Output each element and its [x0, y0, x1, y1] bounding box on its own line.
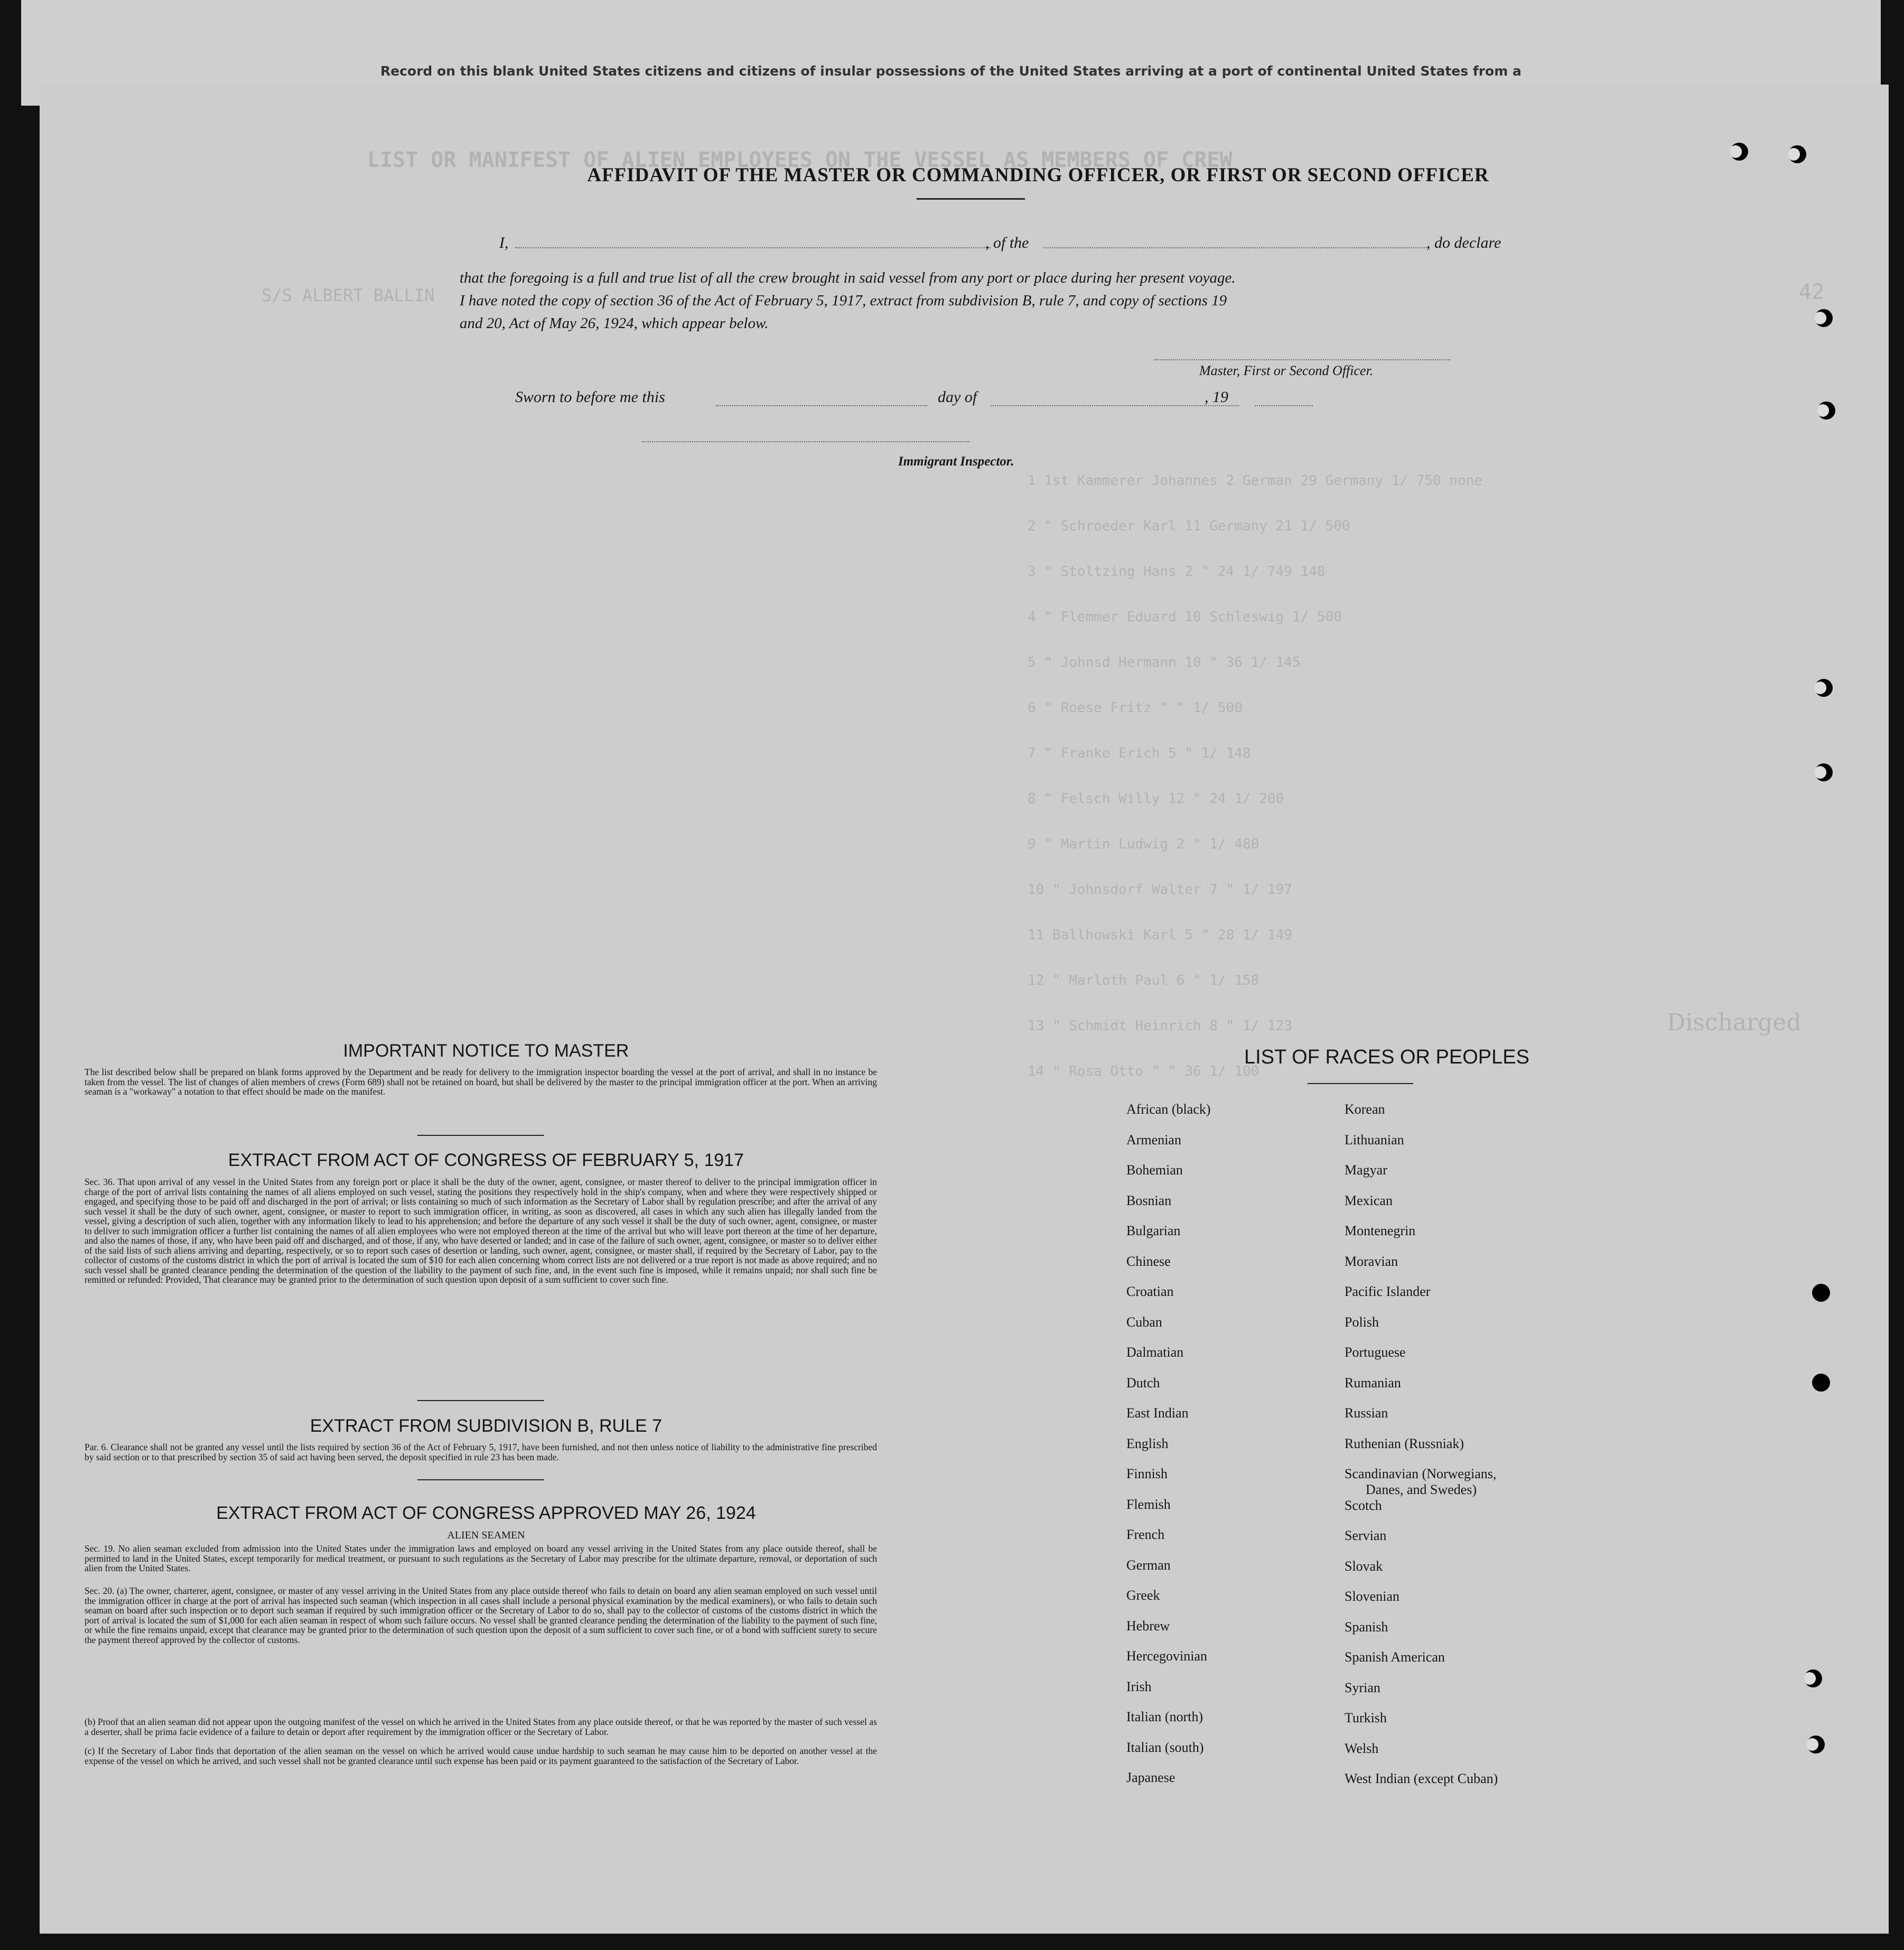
race-item: African (black): [1126, 1102, 1211, 1117]
race-item: Japanese: [1126, 1770, 1175, 1785]
punch-hole: [1815, 679, 1833, 697]
race-item: Scotch: [1345, 1497, 1382, 1513]
name-blank: [515, 247, 991, 248]
race-item: Hebrew: [1126, 1618, 1170, 1634]
ghost-row: 4 " Flemmer Eduard 10 Schleswig 1/ 500: [1028, 609, 1342, 625]
rule7-title: EXTRACT FROM SUBDIVISION B, RULE 7: [310, 1416, 662, 1436]
master-signature-line: [1154, 359, 1450, 360]
race-item: Dalmatian: [1126, 1345, 1184, 1360]
race-item: Slovenian: [1345, 1589, 1399, 1604]
sec20a-text: Sec. 20. (a) The owner, charterer, agent, consignee, or master of any vessel arriving in the United States from any place outside thereof who fails to detain on board any alien seaman employed on such vessel until the immigration officer in charge at the port of arrival has inspected such seaman (which inspection in all cases shall include a personal physical examination by the medical examiners), or who fails to detain such seaman on board after such inspection or to deport such seaman if required by such immigration officer or the Secretary of Labor to do so, shall pay to the collector of customs of the customs district in which the port of arrival is located the sum of $1,000 for each alien seaman in respect of whom such failure occurs. No vessel shall be granted clearance pending the determination of the liability to the payment of such fine, or while the fine remains unpaid, except that clearance may be granted prior to the determination of such question upon the deposit of a sum sufficient to cover such fine, or of a bond with sufficient surety to secure the payment thereof approved by the collector of customs.: [85, 1585, 877, 1645]
extract-1917-rule: [417, 1400, 544, 1401]
race-item: Portuguese: [1345, 1345, 1406, 1360]
race-item: English: [1126, 1435, 1169, 1451]
punch-hole: [1815, 763, 1833, 781]
race-item: Armenian: [1126, 1132, 1181, 1147]
races-right-column: [1345, 1102, 1498, 1802]
ghost-row: 5 " Johnsd Hermann 10 " 36 1/ 145: [1028, 655, 1301, 670]
punch-hole: [1812, 1374, 1830, 1392]
race-item: Italian (north): [1126, 1709, 1203, 1724]
race-item: Pacific Islander: [1345, 1284, 1431, 1299]
sworn-text: Sworn to before me this: [515, 388, 665, 406]
race-item: Russian: [1345, 1405, 1388, 1421]
sec20b-text: (b) Proof that an alien seaman did not appear upon the outgoing manifest of the vessel on which he arrived in the United States from any place outside thereof, or that he was reported by the master of such vessel as a deserter, shall be prima facie evidence of a failure to detain or deport after requirement by the immigration officer or the Secretary of Labor.: [85, 1716, 877, 1737]
races-title: LIST OF RACES OR PEOPLES: [1244, 1046, 1529, 1068]
race-item: Scandinavian (Norwegians,: [1345, 1466, 1497, 1481]
punch-hole: [1812, 1284, 1830, 1302]
title-rule: [917, 198, 1025, 200]
race-item: Spanish American: [1345, 1649, 1445, 1665]
ghost-row: 2 " Schroeder Karl 11 Germany 21 1/ 500: [1028, 518, 1350, 534]
ghost-row: 12 " Marloth Paul 6 " 1/ 158: [1028, 973, 1259, 988]
record-instruction-line: Record on this blank United States citizens and citizens of insular possessions of the United States arriving at a port of continental United States from a: [380, 63, 1522, 79]
race-item: Spanish: [1345, 1619, 1388, 1635]
race-item: Montenegrin: [1345, 1223, 1416, 1238]
affidavit-of-the: , of the: [985, 234, 1029, 251]
race-item: Ruthenian (Russniak): [1345, 1435, 1464, 1451]
race-item: Cuban: [1126, 1314, 1162, 1330]
race-item: Moravian: [1345, 1253, 1398, 1269]
ghost-row: 11 Ballhowski Karl 5 " 28 1/ 149: [1028, 927, 1292, 943]
punch-hole: [1807, 1736, 1825, 1753]
ghost-row: 9 " Martin Ludwig 2 " 1/ 480: [1028, 836, 1259, 852]
affidavit-body-1: that the foregoing is a full and true list of all the crew brought in said vessel from any port or place during her present voyage.: [460, 269, 1236, 286]
race-item: Hercegovinian: [1126, 1648, 1208, 1664]
ghost-row: 6 " Roese Fritz " " 1/ 500: [1028, 700, 1243, 716]
manifest-page: [40, 85, 1889, 1934]
notice-text: The list described below shall be prepared on blank forms approved by the Department and be ready for delivery to the immigration inspector boarding the vessel at the port of arrival, and shall in no instance be taken from the vessel. The list of changes of alien members of crews (Form 689) shall not be retained on board, but shall be delivered by the master to the principal immigration officer at the port. When an arriving seaman is a "workaway" a notation to that effect should be made on the manifest.: [85, 1067, 877, 1097]
affidavit-declare: , do declare: [1426, 234, 1501, 251]
punch-hole: [1730, 143, 1748, 161]
race-item: Bohemian: [1126, 1162, 1183, 1178]
race-item: Mexican: [1345, 1192, 1393, 1208]
race-item: Magyar: [1345, 1162, 1387, 1178]
extract-1917-title: EXTRACT FROM ACT OF CONGRESS OF FEBRUARY 5, 1917: [228, 1150, 744, 1170]
master-label: Master, First or Second Officer.: [1199, 363, 1374, 378]
race-item: Flemish: [1126, 1496, 1171, 1512]
race-item: Chinese: [1126, 1253, 1171, 1269]
race-item: Danes, and Swedes): [1366, 1481, 1477, 1497]
punch-hole: [1815, 309, 1833, 327]
month-blank: [991, 405, 1239, 406]
race-item: Dutch: [1126, 1375, 1160, 1391]
race-item: Turkish: [1345, 1710, 1387, 1725]
affidavit-body-2: I have noted the copy of section 36 of the Act of February 5, 1917, extract from subdivision B, rule 7, and copy of sections 19: [460, 292, 1227, 309]
race-item: Bulgarian: [1126, 1223, 1181, 1238]
year-blank: [1255, 405, 1313, 406]
ghost-header: LIST OR MANIFEST OF ALIEN EMPLOYEES ON THE VESSEL AS MEMBERS OF CREW: [367, 148, 1233, 172]
race-item: French: [1126, 1527, 1165, 1542]
inspector-label: Immigrant Inspector.: [898, 454, 1014, 469]
rule7-rule: [417, 1479, 544, 1480]
ghost-row: 3 " Stoltzing Hans 2 " 24 1/ 749 148: [1028, 564, 1326, 580]
punch-hole: [1788, 145, 1806, 163]
ghost-row: 14 " Rosa Otto " " 36 1/ 100: [1028, 1063, 1259, 1079]
race-item: Polish: [1345, 1314, 1379, 1330]
races-rule: [1308, 1083, 1413, 1084]
race-item: Rumanian: [1345, 1375, 1401, 1391]
extract-1924-title: EXTRACT FROM ACT OF CONGRESS APPROVED MAY 26, 1924: [216, 1503, 756, 1523]
extract-1917-text: Sec. 36. That upon arrival of any vessel in the United States from any foreign port or place it shall be the duty of the owner, agent, consignee, or master thereof to deliver to the principal immigration officer in charge of the port of arrival lists containing the names of all aliens employed on such vessel, stating the positions they respectively hold in the ship's company, when and where they were respectively shipped or engaged, and specifying those to be paid off and discharged in the port of arrival; or lists containing so much of such information as the Secretary of Labor shall by regulation prescribe; and after the arrival of any such vessel it shall be the duty of such owner, agent, consignee, or master to report to such immigration officer, in writing, as soon as discovered, all cases in which any such alien has illegally landed from the vessel, giving a description of such alien, together with any information likely to lead to his apprehension; and before the departure of any such vessel it shall be the duty of such owner, agent, consignee, or master to deliver to such immigration officer a further list containing the names of all alien employees who were not employed thereon at the time of the arrival but who will leave port thereon at the time of her departure, and also the names of those, if any, who have been paid off and discharged, and of those, if any, who have deserted or landed; and in case of the failure of such owner, agent, consignee, or master so to deliver either of the said lists of such aliens arriving and departing, respectively, or so to report such cases of desertion or landing, such owner, agent, consignee, or master shall, if required by the Secretary of Labor, pay to the collector of customs of the customs district in which the port of arrival is located the sum of $10 for each alien concerning whom correct lists are not delivered or a true report is not made as above required; and no such vessel shall be granted clearance pending the determination of the question of the liability to the payment of such fine, and, in the event such fine is imposed, while it remains unpaid; nor shall such fine be remitted or refunded: Provided, That clearance may be granted prior to the determination of such question upon deposit of a sum sufficient to cover such fine.: [85, 1177, 877, 1285]
punch-hole: [1804, 1669, 1822, 1687]
sworn-day-blank: [716, 405, 927, 406]
race-item: Welsh: [1345, 1740, 1379, 1756]
sec19-text: Sec. 19. No alien seaman excluded from admission into the United States under the immigration laws and employed on board any vessel arriving in the United States from any place outside thereof, shall be permitted to land in the United States, except temporarily for medical treatment, or pursuant to such regulations as the Secretary of Labor may prescribe for the ultimate departure, removal, or deportation of such alien from the United States.: [85, 1543, 877, 1573]
rule7-text: Par. 6. Clearance shall not be granted any vessel until the lists required by section 36 of the Act of February 5, 1917, have been furnished, and not then unless notice of liability to the administrative fine prescribed by said section or to that prescribed by section 35 of said act having been served, the deposit specified in rule 23 has been made.: [85, 1442, 877, 1462]
ghost-status: Discharged: [1667, 1009, 1802, 1036]
race-item: Korean: [1345, 1102, 1385, 1117]
inspector-signature-line: [642, 441, 969, 442]
notice-title: IMPORTANT NOTICE TO MASTER: [343, 1041, 629, 1061]
race-item: Irish: [1126, 1678, 1152, 1694]
ghost-row: 10 " Johnsdorf Walter 7 " 1/ 197: [1028, 882, 1292, 898]
ghost-vessel: S/S ALBERT BALLIN: [262, 285, 435, 305]
sec20c-text: (c) If the Secretary of Labor finds that deportation of the alien seaman on the vessel on which he arrived would cause undue hardship to such seaman he may cause him to be deported on another vessel at the expense of the vessel on which he arrived, and such vessel shall not be granted clearance until such expense has been paid or its payment guaranteed to the satisfaction of the Secretary of Labor.: [85, 1746, 877, 1766]
affidavit-title: [441, 164, 1635, 186]
race-item: West Indian (except Cuban): [1345, 1771, 1498, 1786]
affidavit-title-text: AFFIDAVIT OF THE MASTER OR COMMANDING OFFICER, OR FIRST OR SECOND OFFICER: [587, 164, 1489, 186]
punch-hole: [1817, 402, 1835, 419]
ghost-row: 13 " Schmidt Heinrich 8 " 1/ 123: [1028, 1018, 1292, 1034]
day-of-text: day of: [938, 388, 977, 406]
race-item: East Indian: [1126, 1405, 1189, 1421]
race-item: Syrian: [1345, 1680, 1380, 1695]
race-item: Italian (south): [1126, 1739, 1204, 1755]
extract-1924-subtitle: ALIEN SEAMEN: [447, 1529, 525, 1541]
race-item: Lithuanian: [1345, 1132, 1404, 1147]
vessel-blank: [1043, 247, 1429, 248]
race-item: Finnish: [1126, 1466, 1168, 1481]
race-item: Servian: [1345, 1528, 1387, 1543]
ghost-row: 7 " Franke Erich 5 " 1/ 148: [1028, 745, 1251, 761]
ghost-sheet-number: 42: [1799, 280, 1825, 304]
race-item: Greek: [1126, 1588, 1160, 1603]
race-item: Slovak: [1345, 1558, 1383, 1574]
ghost-row: 1 1st Kammerer Johannes 2 German 29 Germany 1/ 750 none: [1028, 473, 1482, 489]
affidavit-body-3: and 20, Act of May 26, 1924, which appear below.: [460, 315, 769, 332]
year-text: , 19: [1205, 388, 1228, 406]
race-item: German: [1126, 1557, 1171, 1573]
race-item: Croatian: [1126, 1284, 1174, 1299]
race-item: Bosnian: [1126, 1192, 1172, 1208]
notice-rule: [417, 1135, 544, 1136]
races-left-column: [1126, 1102, 1211, 1800]
affidavit-i: I,: [499, 234, 509, 251]
ghost-row: 8 " Felsch Willy 12 " 24 1/ 200: [1028, 791, 1284, 807]
